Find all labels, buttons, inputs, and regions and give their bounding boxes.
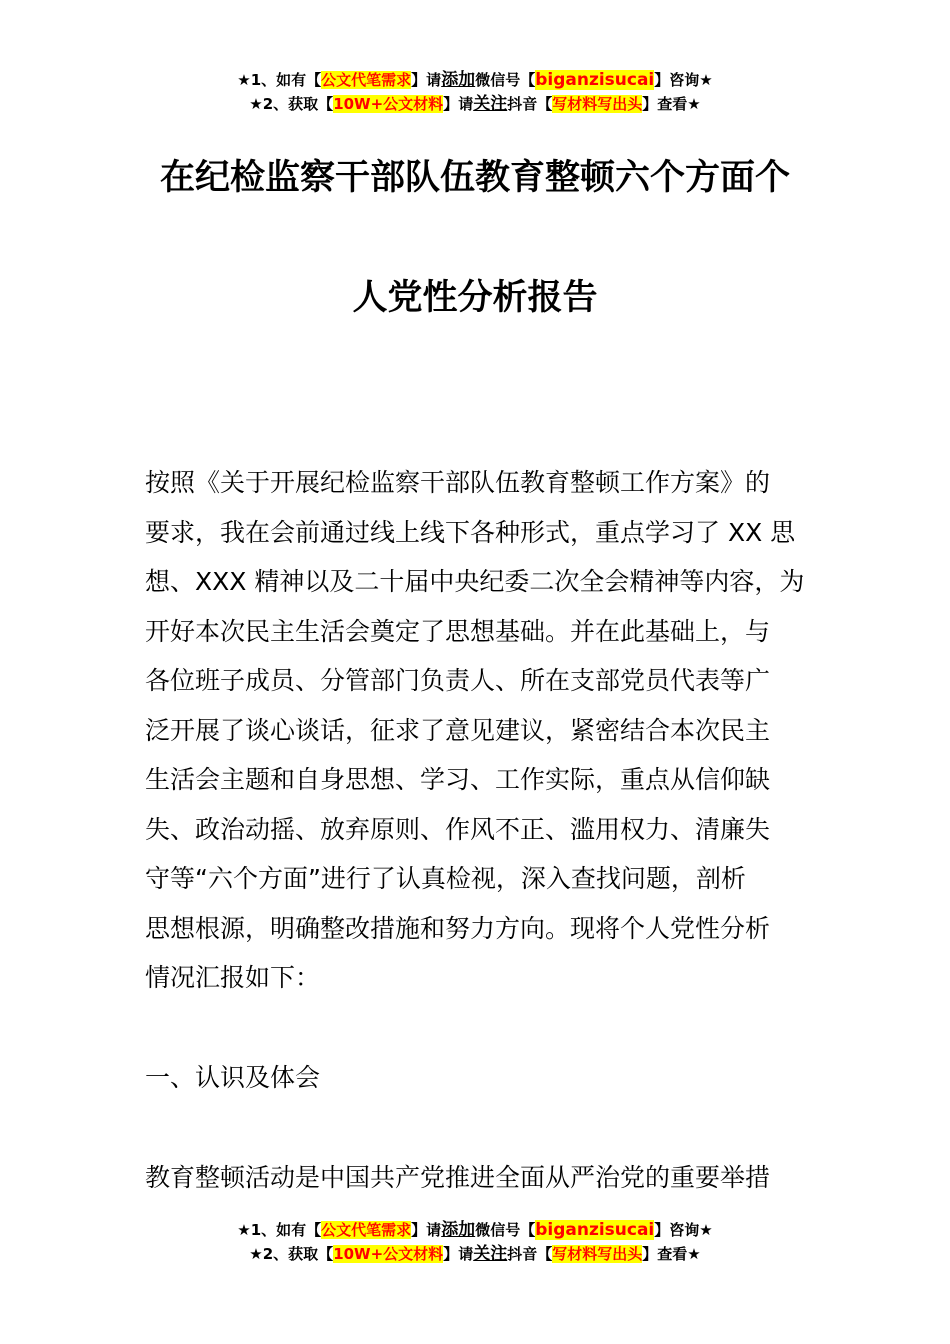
document-title-line-1: 在纪检监察干部队伍教育整顿六个方面个 — [159, 158, 790, 198]
banner-text: ★1、如有【 — [237, 71, 322, 89]
banner-text: 抖音【 — [507, 95, 553, 113]
banner-text: 】请 — [443, 1245, 474, 1263]
banner-text: 】请 — [443, 95, 474, 113]
section-1-paragraph-line: 教育整顿活动是中国共产党推进全面从严治党的重要举措 — [145, 1163, 771, 1192]
banner-text: 微信号【 — [475, 1221, 536, 1239]
footer-banner — [0, 1218, 950, 1266]
banner-wechat-id: biganzisucai — [535, 70, 655, 90]
banner-underline: 添加 — [441, 70, 476, 90]
banner-text: 】请 — [411, 71, 442, 89]
paragraph-line: 生活会主题和自身思想、学习、工作实际，重点从信仰缺 — [145, 765, 771, 794]
header-banner — [0, 68, 950, 116]
paragraph-line: 想、XXX 精神以及二十届中央纪委二次全会精神等内容，为 — [145, 567, 805, 596]
banner-text: 微信号【 — [475, 71, 536, 89]
banner-highlight: 写材料写出头 — [552, 95, 643, 113]
paragraph-line: 各位班子成员、分管部门负责人、所在支部党员代表等广 — [145, 666, 771, 695]
banner-highlight: 公文代笔需求 — [321, 1221, 412, 1239]
banner-line-1 — [0, 1218, 950, 1242]
banner-line-2 — [0, 92, 950, 116]
banner-highlight: 写材料写出头 — [552, 1245, 643, 1263]
banner-text: 】查看★ — [642, 1245, 701, 1263]
section-heading-1: 一、认识及体会 — [145, 1063, 321, 1092]
banner-highlight: 公文代笔需求 — [321, 71, 412, 89]
intro-paragraph — [145, 458, 807, 1003]
paragraph-line: 情况汇报如下： — [145, 963, 321, 992]
banner-text: ★1、如有【 — [237, 1221, 322, 1239]
banner-text: 】查看★ — [642, 95, 701, 113]
banner-underline: 添加 — [441, 1220, 476, 1240]
banner-underline: 关注 — [473, 94, 508, 114]
banner-highlight: 10W+公文材料 — [333, 1245, 444, 1263]
paragraph-line: 失、政治动摇、放弃原则、作风不正、滥用权力、清廉失 — [145, 814, 771, 844]
banner-text: ★2、获取【 — [249, 95, 334, 113]
banner-line-1 — [0, 68, 950, 92]
paragraph-line: 要求，我在会前通过线上线下各种形式，重点学习了 XX 思 — [145, 517, 796, 547]
banner-line-2 — [0, 1242, 950, 1266]
banner-wechat-id: biganzisucai — [535, 1220, 655, 1240]
banner-text: 】请 — [411, 1221, 442, 1239]
paragraph-line: 开好本次民主生活会奠定了思想基础。并在此基础上，与 — [145, 616, 771, 646]
paragraph-line: 守等“六个方面”进行了认真检视，深入查找问题，剖析 — [145, 864, 746, 893]
banner-underline: 关注 — [473, 1244, 508, 1264]
banner-text: 】咨询★ — [654, 71, 713, 89]
banner-text: ★2、获取【 — [249, 1245, 334, 1263]
document-title-line-2: 人党性分析报告 — [352, 278, 598, 318]
paragraph-line: 泛开展了谈心谈话，征求了意见建议，紧密结合本次民主 — [145, 715, 771, 745]
paragraph-line: 思想根源，明确整改措施和努力方向。现将个人党性分析 — [145, 913, 771, 943]
paragraph-line: 按照《关于开展纪检监察干部队伍教育整顿工作方案》的 — [145, 468, 771, 497]
banner-text: 抖音【 — [507, 1245, 553, 1263]
banner-highlight: 10W+公文材料 — [333, 95, 444, 113]
banner-text: 】咨询★ — [654, 1221, 713, 1239]
